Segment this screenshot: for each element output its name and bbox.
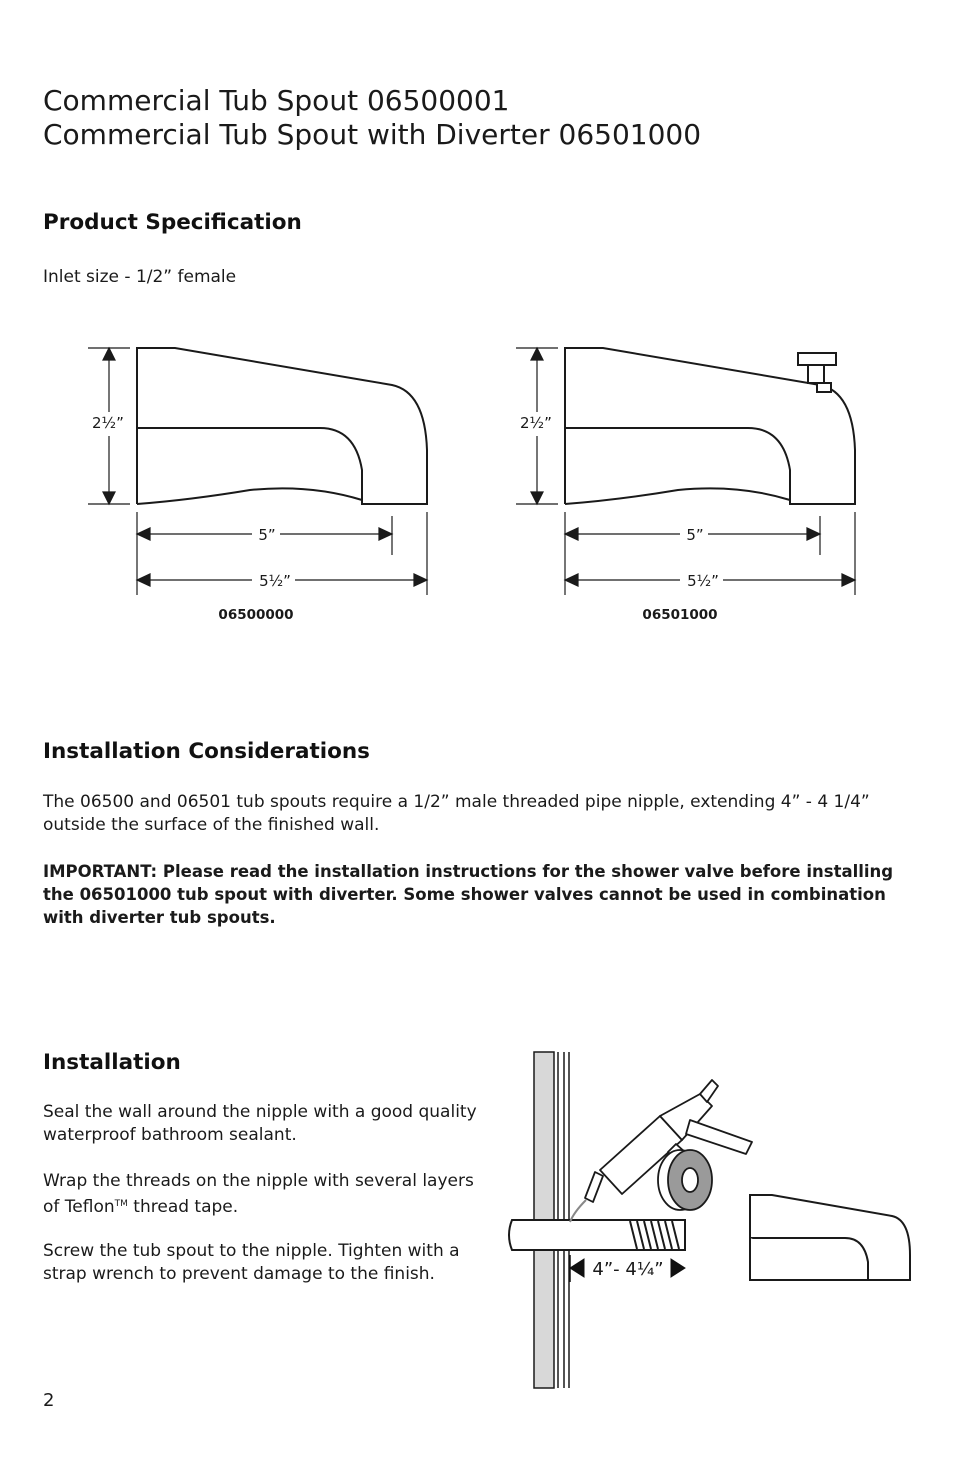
installation-step-3: Screw the tub spout to the nipple. Tighten with a strap wrench to prevent damage to the finish. (43, 1241, 460, 1284)
installation-heading: Installation (43, 1050, 181, 1075)
tub-spout-drawing (750, 1195, 910, 1280)
height-label: 2½” (92, 414, 124, 432)
length-short-label: 5” (258, 526, 276, 544)
trademark-mark: TM (114, 1199, 128, 1209)
tape-roll-icon (658, 1150, 712, 1210)
diverter-knob (798, 353, 836, 365)
diverter-stem (808, 365, 824, 383)
installation-step-1: Seal the wall around the nipple with a good quality waterproof bathroom sealant. (43, 1102, 477, 1145)
considerations-heading: Installation Considerations (43, 739, 370, 764)
page-number: 2 (43, 1390, 55, 1411)
considerations-body: The 06500 and 06501 tub spouts require a 1/2” male threaded pipe nipple, extending 4” - 4 1/4” outside the surface of the finished wall. (43, 792, 870, 835)
spout-underside (137, 488, 362, 504)
length-short-label: 5” (686, 526, 704, 544)
page-title (43, 84, 701, 152)
inlet-size-text: Inlet size - 1/2” female (43, 267, 237, 287)
step-2-text-end: thread tape. (127, 1197, 239, 1217)
installation-illustration (500, 1050, 920, 1395)
spec-heading: Product Specification (43, 210, 302, 235)
step-2-text: Wrap the threads on the nipple with several layers of Teflon (43, 1171, 474, 1217)
installation-step-2 (43, 1170, 493, 1219)
spout-underside (565, 488, 790, 504)
important-note: IMPORTANT: Please read the installation instructions for the shower valve before installing the 06501000 tub spout with diverter. Some shower valves cannot be used in combination with diverter tub spouts. (43, 862, 894, 927)
spout-diagram-06501000 (508, 340, 878, 630)
spout-diagram-06500000 (80, 340, 450, 630)
nipple-length-label: 4”- 4¼” (592, 1259, 664, 1280)
model-number-label: 06501000 (642, 607, 718, 623)
model-number-label: 06500000 (218, 607, 294, 623)
title-line-1: Commercial Tub Spout 06500001 (43, 84, 510, 117)
height-label: 2½” (520, 414, 552, 432)
length-long-label: 5½” (687, 572, 719, 590)
pipe-nipple (509, 1220, 685, 1250)
length-long-label: 5½” (259, 572, 291, 590)
spout-outline (137, 348, 427, 504)
title-line-2: Commercial Tub Spout with Diverter 06501000 (43, 118, 702, 151)
